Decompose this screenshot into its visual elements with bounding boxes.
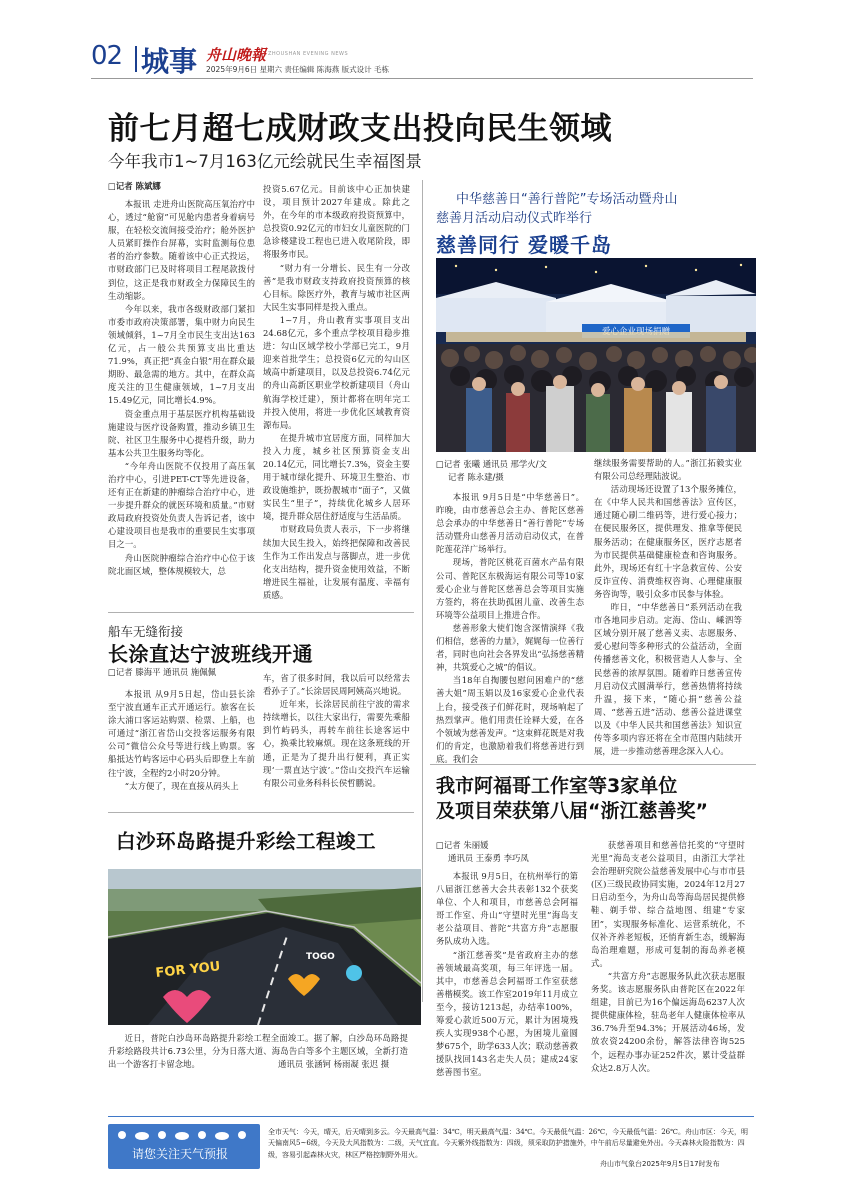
paragraph: 今年以来，我市各级财政部门紧扣市委市政府决策部署，集中财力向民生领域倾斜，1~7月全市民生支出达163亿元，占一般公共预算支出比重达71.9%，真正把“真金白银”用在群众最期盼、最急需的地方。其中，在群众高度关注的卫生健康领域，1~7月支出15.49亿元，同比增长4.9%。: [108, 303, 255, 406]
award-headline-line-2: 及项目荣获第八届“浙江慈善奖”: [436, 800, 708, 822]
masthead-rule: [91, 78, 753, 79]
weather-banner-label: 请您关注天气预报: [132, 1147, 229, 1161]
sun-icon: [198, 1131, 206, 1139]
paragraph: 本报讯 9月5日，在杭州举行的第八届浙江慈善大会共表彰132个获奖单位、个人和项目，市慈善总会阿福哥工作室、舟山“守望时光里”海岛支老公益项目、普陀“共富方舟”志愿服务队成功入选。: [436, 871, 578, 947]
award-byline-line-2: 通讯员 王泰勇 李巧凤: [448, 853, 529, 863]
column-divider: [422, 180, 423, 1002]
paragraph: 车，省了很多时间，我以后可以经常去看孙子了。”长涂居民周阿姨高兴地说。: [263, 673, 410, 697]
weather-icons: [114, 1127, 254, 1143]
weather-rule: [108, 1116, 754, 1117]
section-divider: [108, 612, 414, 613]
paragraph: 当18年自掏腰包慰问困难户的“慈善大姐”周玉娟以及16家爱心企业代表上台，接受孩子们鲜花时，现场响起了热烈掌声。他们用责任诠释大爱，在各个领域为慈善发声。“这束鲜花既是对我们的肯定，也激励着我们将慈善进行到底。我们会: [436, 675, 584, 764]
road-headline: 白沙环岛路提升彩绘工程竣工: [116, 830, 377, 853]
ferry-byline: □记者 滕海平 通讯员 施佩佩: [108, 667, 217, 677]
paragraph: “浙江慈善奖”是省政府主办的慈善领域最高奖项，每三年评选一届。其中，市慈善总会阿福哥工作室获慈善楷模奖。该工作室2019年11月成立至今，接访1213起，办结率100%，筹爱心款近500万元，累计为困境残疾人实现938个心愿，为困境儿童圆梦675个，助学633人次；联动慈善救援队找回143名走失人员；建成24家慈善图书室。: [436, 949, 578, 1078]
lead-column-2: [263, 183, 410, 602]
road-paint-text-for-you: FOR YOU: [154, 959, 222, 981]
sun-icon: [158, 1131, 166, 1139]
charity-column-1: [436, 491, 584, 766]
paragraph: “今年舟山医院不仅投用了高压氧治疗中心，引进PET-CT等先进设备，还有正在新建的肿瘤综合治疗中心，进一步提升群众的就医环境和质量。”市财政局政府投资处负责人告诉记者，该中心建设项目也是我市的重要民生实事项目之一。: [108, 460, 255, 550]
paragraph: “太方便了，现在直接从码头上: [124, 780, 239, 791]
issue-date-line: 2025年9月6日 星期六 责任编辑 陈海燕 版式设计 毛栋: [206, 65, 390, 74]
ferry-column-1: [108, 688, 255, 793]
weather-issued: 舟山市气象台2025年9月5日17时发布: [600, 1160, 720, 1168]
road-photo: [108, 869, 421, 1025]
ferry-column-2: [263, 672, 410, 790]
cloud-icon: [135, 1132, 149, 1140]
paragraph: 慈善形象大使们饱含深情演绎《我们相信，慈善的力量》，娓娓每一位善行者，同时也向社会各界发出“弘扬慈善精神，共筑爱心之城”的倡议。: [436, 622, 584, 673]
lead-column-1: [108, 198, 255, 578]
ferry-headline: 长涂直达宁波班线开通: [108, 642, 313, 666]
charity-headline: 慈善同行 爱暖千岛: [436, 233, 612, 257]
award-byline-line-1: □记者 朱丽媛: [436, 840, 489, 850]
paragraph: 近年来，长涂居民前往宁波的需求持续增长，以往大家出行，需要先乘船到竹屿码头，再转车前往长途客运中心，换乘比较麻烦。现在这条班线的开通，正是为了提升出行便利，真正实现‘一票直达宁波’。”岱山交投汽车运输有限公司业务科科长侯哲鹏说。: [263, 699, 410, 788]
paragraph: 昨日，“中华慈善日”系列活动在我市各地同步启动。定海、岱山、嵊泗等区域分别开展了慈善义卖、志愿服务、爱心慰问等多种形式的公益活动，全面传播慈善文化，积极营造人人参与、全民慈善的浓厚氛围。随着昨日慈善宣传月启动仪式圆满举行，慈善热情将持续升温，接下来，“随心捐”慈善公益周、“慈善五进”活动、慈善公益进课堂以及《中华人民共和国慈善法》知识宣传等多项内容还将在全市范围内陆续开展，进一步推动慈善理念深入人心。: [594, 602, 742, 757]
charity-byline-line-1: □记者 张曦 通讯员 邢学火/文: [436, 459, 547, 469]
sun-icon: [238, 1131, 246, 1139]
road-paint-text-togo: TOGO: [306, 952, 335, 962]
paragraph: 继续服务需要帮助的人。”浙江拓毅实业有限公司总经理陆波说。: [594, 458, 742, 482]
section-name: 城事: [141, 45, 198, 78]
page-number: 02: [91, 41, 123, 71]
paragraph: 投资5.67亿元。目前该中心正加快建设，项目预计2027年建成。除此之外，在今年的市本级政府投资预算中，总投资0.92亿元的市妇女儿童医院的门急诊楼建设工程也已进入收尾阶段，即将服务市民。: [263, 184, 410, 260]
section-divider: [430, 764, 756, 765]
lead-byline: □记者 陈斌娜: [108, 181, 161, 191]
award-byline: [436, 839, 529, 865]
paragraph: 市财政局负责人表示，下一步将继续加大民生投入，始终把保障和改善民生作为工作出发点与落脚点，进一步优化支出结构，提升资金使用效益，不断增进民生福祉，让发展有温度、幸福有质感。: [263, 524, 410, 600]
charity-kicker-line-1: 中华慈善日“善行普陀”专场活动暨舟山: [456, 192, 678, 207]
sun-icon: [118, 1131, 126, 1139]
paragraph: 在提升城市宜居度方面，同样加大投入力度，城乡社区预算资金支出20.14亿元，同比增长7.3%，资金主要用于城市绿化提升、环境卫生整治、市政设施维护，既扮靓城市“面子”，又做实民生“里子”，持续优化城乡人居环境，提升群众居住舒适度与生活品质。: [263, 432, 410, 522]
paper-name-en: ZHOUSHAN EVENING NEWS: [268, 51, 349, 57]
paragraph: 本报讯 走进舟山医院高压氧治疗中心，透过“舱窗”可见舱内患者身着病号服，在轻松交流间接受治疗；舱外医护人员紧盯操作台屏幕，实时监测每位患者的治疗参数。随着该中心正式投运，市财政部门已及时将项目工程尾款拨付到位，这正是我市财政全力保障民生的生动缩影。: [108, 199, 255, 301]
weather-forecast: 全市天气：今天，晴天，后天晴到多云。今天最高气温：34℃，明天最高气温：34℃。今天最低气温：26℃，今天最低气温：26℃。舟山市区：今天，明天偏南风5~6级，今天及大风指数为：二级，天气宜直。今天紫外线指数为：四级，须采取防护措施外，中午前后尽量避免外出。今天森林火险指数为：四级，容易引起森林火灾，林区严格控制野外用火。: [268, 1128, 748, 1159]
paragraph: 资金重点用于基层医疗机构基础设施建设与医疗设备购置，推动乡镇卫生院、社区卫生服务中心提档升级，助力基本公共卫生服务均等化。: [108, 408, 255, 458]
road-photo-credit: 通讯员 张涵钶 杨雨凝 张迟 摄: [278, 1059, 390, 1069]
charity-byline: [436, 458, 547, 484]
award-headline-line-1: 我市阿福哥工作室等3家单位: [436, 775, 678, 797]
paragraph: “共富方舟”志愿服务队此次获志愿服务奖。该志愿服务队由普陀区在2022年组建，目前已为16个偏远海岛6237人次提供健康体检，驻岛老年人健康体检率从36.7%升至94.3%；开展活动46场，发放农资24200余份，解答法律咨询525个，远程办事办证252件次，累计受益群众达2.8万人次。: [591, 970, 745, 1073]
award-column-1: [436, 870, 578, 1080]
lead-headline: 前七月超七成财政支出投向民生领域: [108, 111, 612, 147]
award-headline: [436, 774, 708, 824]
paragraph: 本报讯 从9月5日起，岱山县长涂至宁波直通车正式开通运行。旅客在长涂大浦口客运站购票、检票、上船，也可通过“浙江省岱山交投客运服务有限公司”微信公众号等进行线上购票。客船抵达竹屿客运中心码头后即登上车前往宁波，全程约2小时20分钟。: [108, 689, 255, 778]
cloud-icon: [215, 1132, 229, 1140]
paragraph: 1~7月，舟山教育实事项目支出24.68亿元，多个重点学校项目稳步推进：勾山区域学校小学部已完工，9月迎来首批学生；总投资6亿元的勾山区域高中新建项目，以及总投资6.74亿元的舟山高新区职业学校新建项目（舟山航海学校迁建），预计都将在明年完工并投入使用，将进一步优化区域教育资源布局。: [263, 314, 410, 430]
charity-photo-image: [436, 258, 756, 452]
road-photo-image: [108, 869, 421, 1025]
award-column-2: [591, 839, 745, 1075]
weather-banner: [108, 1124, 260, 1169]
ferry-kicker: 船车无缝衔接: [108, 624, 184, 639]
charity-kicker-line-2: 慈善月活动启动仪式昨举行: [436, 211, 593, 226]
paragraph: 获慈善项目和慈善信托奖的“守望时光里”海岛支老公益项目，由浙江大学社会治理研究院公益慈善发展中心与市市县(区)三级民政协同实施，2024年12月27日启动至今，为舟山岛等海岛居民提供修鞋、剃手带、综合益地图、组建“专家团”，实现服务标准化、运营系统化，不仅补齐养老短板，还悄育新生态，缓解海岛治理难题，形成可复制的海岛养老模式。: [591, 840, 745, 968]
paragraph: 舟山医院肿瘤综合治疗中心位于该院北面区域，整体规模较大，总: [108, 552, 255, 576]
charity-kicker: [436, 190, 677, 228]
section-divider: [108, 812, 414, 813]
road-caption-text: 近日，普陀白沙岛环岛路提升彩绘工程全面竣工。据了解，白沙岛环岛路提升彩绘路段共计6.73公里，分为日落大道、海岛告白等多个主题区域，全新打造出一个游客打卡留念地。: [108, 1033, 408, 1070]
lead-subheadline: 今年我市1~7月163亿元绘就民生幸福图景: [108, 152, 422, 171]
charity-byline-line-2: 记者 陈永建/摄: [448, 472, 504, 482]
paragraph: “财力有一分增长、民生有一分改善”是我市财政支持政府投资预算的核心目标。除医疗外，教育与城市社区两大民生实事同样是投入重点。: [263, 262, 410, 312]
paper-logo: 舟山晚報: [206, 46, 267, 64]
charity-column-2: [594, 457, 742, 758]
paragraph: 本报讯 9月5日是“中华慈善日”。昨晚，由市慈善总会主办、普陀区慈善总会承办的中华慈善日“善行普陀”专场活动暨舟山慈善月活动启动仪式，在普陀莲花洋广场举行。: [436, 492, 584, 555]
cloud-icon: [175, 1132, 189, 1140]
paragraph: 现场，普陀区桃花百菌水产品有限公司、普陀区东极海运有限公司等10家爱心企业与普陀区慈善总会等项目实施方签约，将在扶助孤困儿童、改善生态环境等公益项目上推进合作。: [436, 557, 584, 620]
masthead-divider: [135, 46, 137, 72]
paragraph: 活动现场还设置了13个服务摊位，在《中华人民共和国慈善法》宣传区，通过随心刷二维码等，进行爱心接力；在便民服务区，提供理发、推拿等便民服务活动；在健康服务区，医疗志愿者为市民提供基础健康检查和咨询服务。此外，现场还有红十字急救宣传、公安反诈宣传、消费维权咨询、心理健康服务咨询等，吸引众多市民参与体验。: [594, 484, 742, 599]
charity-photo: [436, 258, 756, 452]
